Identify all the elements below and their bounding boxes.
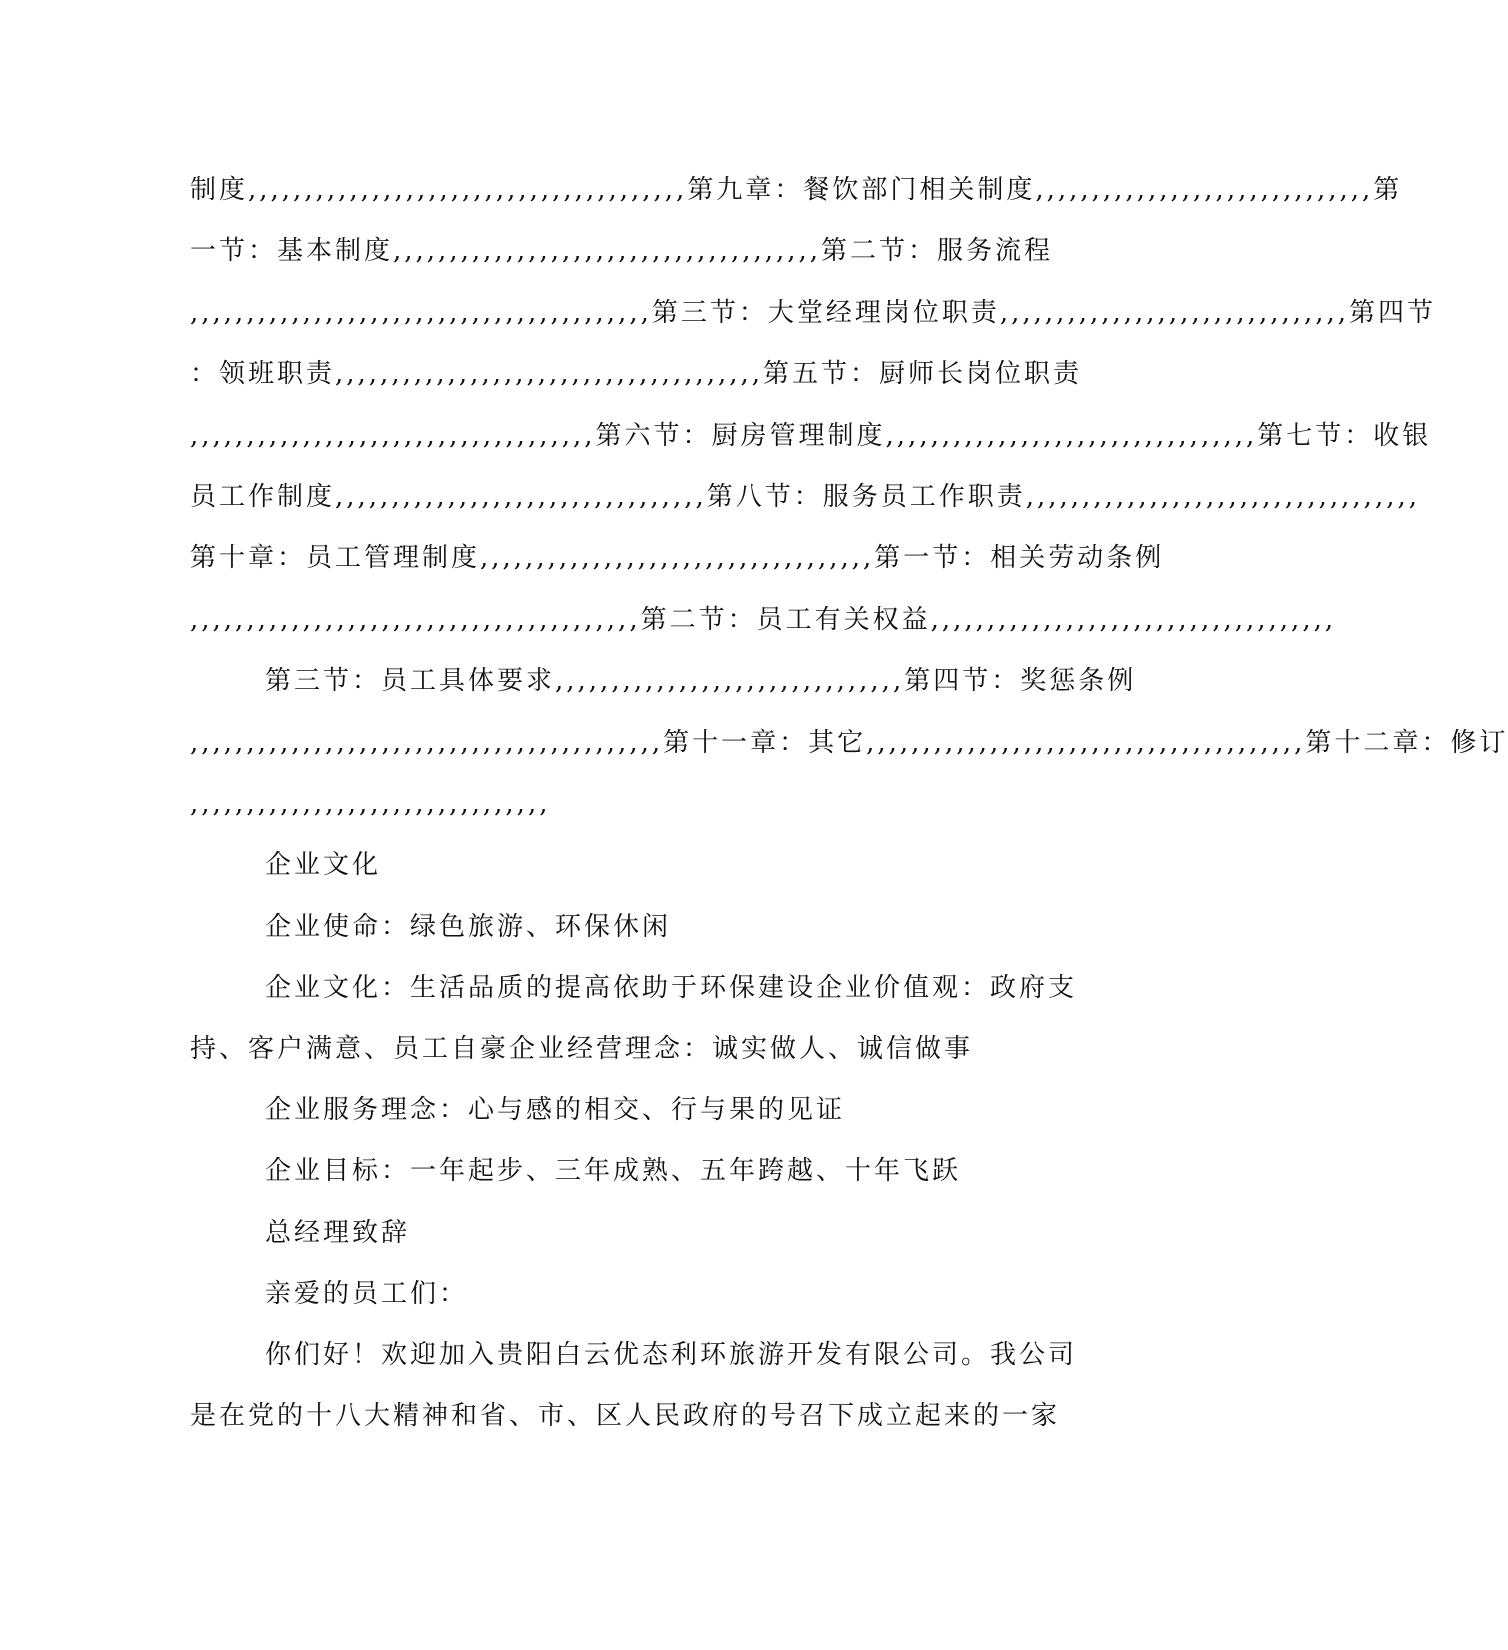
toc-line: ,,,,,,,,,,,,,,,,,,,,,,,,,,,,,,,,	[190, 789, 551, 820]
document-body	[190, 160, 1508, 1448]
toc-line: 第十章：员工管理制度,,,,,,,,,,,,,,,,,,,,,,,,,,,,,,,,,,,第一节：相关劳动条例	[190, 543, 1165, 574]
toc-line: 制度,,,,,,,,,,,,,,,,,,,,,,,,,,,,,,,,,,,,,,,第九章：餐饮部门相关制度,,,,,,,,,,,,,,,,,,,,,,,,,,,,,,第	[190, 175, 1403, 205]
mission-text: 企业使命：绿色旅游、环保休闲	[265, 911, 672, 942]
toc-line: 一节：基本制度,,,,,,,,,,,,,,,,,,,,,,,,,,,,,,,,,,,,,,第二节：服务流程	[190, 236, 1054, 267]
welcome-text-continued: 是在党的十八大精神和省、市、区人民政府的号召下成立起来的一家	[190, 1401, 1061, 1432]
culture-text-continued: 持、客户满意、员工自豪企业经营理念：诚实做人、诚信做事	[190, 1034, 974, 1065]
toc-line: ：领班职责,,,,,,,,,,,,,,,,,,,,,,,,,,,,,,,,,,,,,,第五节：厨师长岗位职责	[190, 359, 1083, 390]
toc-line: 第三节：员工具体要求,,,,,,,,,,,,,,,,,,,,,,,,,,,,,,,第四节：奖惩条例	[265, 666, 1137, 697]
welcome-text: 你们好！欢迎加入贵阳白云优态利环旅游开发有限公司。我公司	[265, 1340, 1078, 1371]
culture-text: 企业文化：生活品质的提高依助于环保建设企业价值观：政府支	[265, 972, 1078, 1003]
speech-heading: 总经理致辞	[265, 1217, 411, 1248]
toc-line: ,,,,,,,,,,,,,,,,,,,,,,,,,,,,,,,,,,,,第六节：厨房管理制度,,,,,,,,,,,,,,,,,,,,,,,,,,,,,,,,,第七节：收银	[190, 420, 1432, 451]
toc-line: ,,,,,,,,,,,,,,,,,,,,,,,,,,,,,,,,,,,,,,,,第二节：员工有关权益,,,,,,,,,,,,,,,,,,,,,,,,,,,,,,,,,,,,	[190, 604, 1337, 635]
service-concept-text: 企业服务理念：心与感的相交、行与果的见证	[265, 1095, 846, 1126]
toc-line: 员工作制度,,,,,,,,,,,,,,,,,,,,,,,,,,,,,,,,,第八节：服务员工作职责,,,,,,,,,,,,,,,,,,,,,,,,,,,,,,,,,,,	[190, 482, 1420, 513]
toc-line: ,,,,,,,,,,,,,,,,,,,,,,,,,,,,,,,,,,,,,,,,,,第十一章：其它,,,,,,,,,,,,,,,,,,,,,,,,,,,,,,,,,,,,,,,第十二章：修订	[190, 727, 1508, 758]
culture-heading: 企业文化	[265, 850, 382, 881]
salutation-text: 亲爱的员工们：	[265, 1278, 469, 1309]
goal-text: 企业目标：一年起步、三年成熟、五年跨越、十年飞跃	[265, 1156, 962, 1187]
toc-line: ,,,,,,,,,,,,,,,,,,,,,,,,,,,,,,,,,,,,,,,,,第三节：大堂经理岗位职责,,,,,,,,,,,,,,,,,,,,,,,,,,,,,,,第四节	[190, 297, 1437, 328]
